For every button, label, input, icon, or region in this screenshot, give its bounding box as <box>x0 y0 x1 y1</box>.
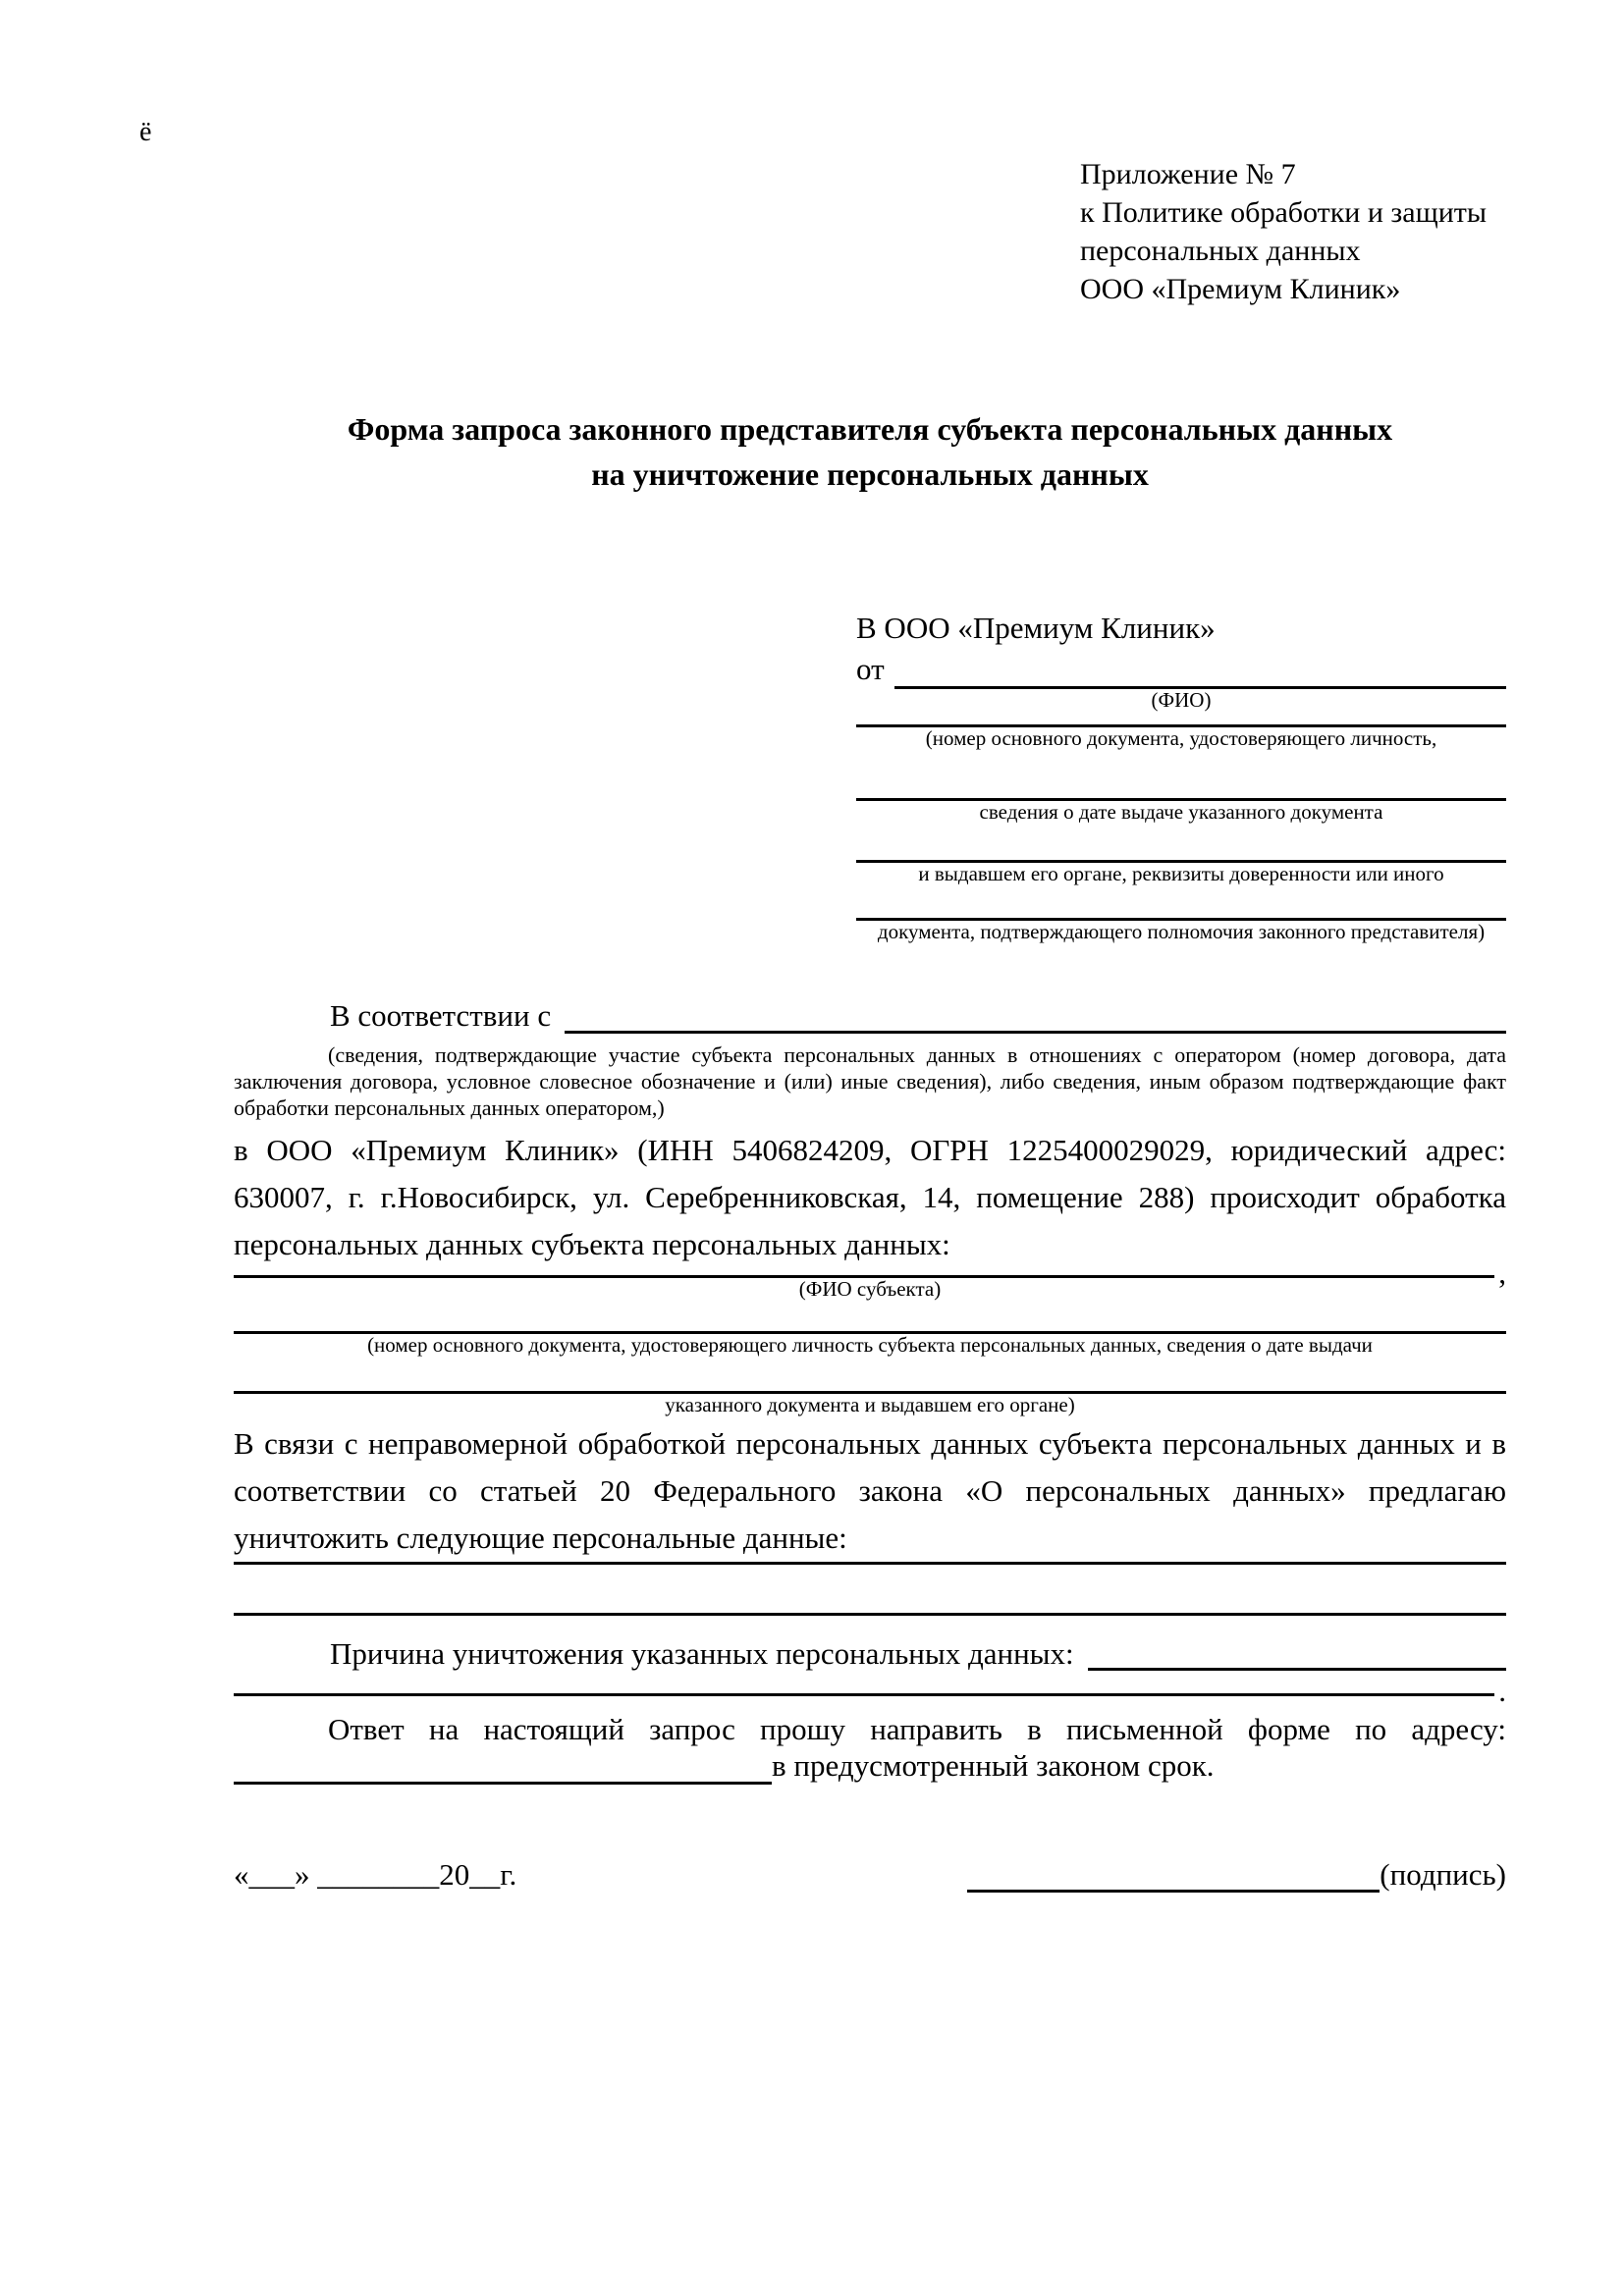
from-label: от <box>856 652 885 686</box>
reason-field-2 <box>234 1671 1494 1696</box>
from-row <box>856 650 1506 689</box>
date-blank: «___» ________20__г. <box>234 1857 517 1892</box>
response-tail: в предусмотренный законом срок. <box>772 1748 1215 1783</box>
signature-caption: (подпись) <box>1380 1857 1506 1892</box>
subject-doc-field-2 <box>234 1357 1506 1394</box>
reason-field-row <box>234 1671 1506 1708</box>
signature-field <box>967 1863 1380 1893</box>
reason-label: Причина уничтожения указанных персональных данных: <box>330 1636 1074 1671</box>
data-to-destroy-field-2 <box>234 1565 1506 1616</box>
fio-caption: (ФИО) <box>1151 688 1212 712</box>
response-address-field <box>234 1747 772 1785</box>
appendix-header <box>1080 0 1506 308</box>
appendix-header-line-2: к Политике обработки и защиты <box>1080 196 1488 229</box>
trailing-comma: , <box>1498 1255 1506 1290</box>
accordance-note: (сведения, подтверждающие участие субъекта персональных данных в отношениях с оператором (номер договора, дата заключения договора, условное словесное обозначение и (или) иные сведения), либо сведения, иным образом подтверждающие факт обработки персональных данных оператором,) <box>234 1042 1506 1120</box>
appendix-header-line-1: Приложение № 7 <box>1080 158 1296 190</box>
operator-paragraph: в ООО «Премиум Клиник» (ИНН 5406824209, ОГРН 1225400029029, юридический адрес: 630007, г. г.Новосибирск, ул. Серебренниковская, 14, помещение 288) происходит обработка персональных данных субъекта персональных данных: <box>234 1133 1506 1261</box>
stray-char: ё <box>139 117 152 147</box>
document-content <box>234 0 1506 1893</box>
recipient-line: В ООО «Премиум Клиник» <box>856 611 1216 645</box>
subject-doc-caption-2: указанного документа и выдавшем его органе) <box>665 1393 1075 1416</box>
accordance-field <box>565 998 1506 1034</box>
authority-doc-field <box>856 885 1506 921</box>
subject-doc-caption-1: (номер основного документа, удостоверяющего личность субъекта персональных данных, сведения о дате выдачи <box>367 1333 1373 1357</box>
response-line: Ответ на настоящий запрос прошу направить в письменной форме по адресу: <box>328 1712 1506 1746</box>
id-doc-caption-3: и выдавшем его органе, реквизиты доверенности или иного <box>918 862 1444 885</box>
document-title-line-2: на уничтожение персональных данных <box>591 456 1149 492</box>
demand-paragraph: В связи с неправомерной обработкой персональных данных субъекта персональных данных и в соответствии со статьей 20 Федерального закона «О персональных данных» предлагаю уничтожить следующие персональные данные: <box>234 1426 1506 1555</box>
subject-fio-caption: (ФИО субъекта) <box>798 1277 942 1301</box>
accordance-row <box>234 998 1506 1034</box>
subject-doc-field-1 <box>234 1301 1506 1334</box>
representative-name-field <box>894 650 1506 689</box>
appendix-header-line-4: ООО «Премиум Клиник» <box>1080 273 1401 305</box>
id-doc-caption-4: документа, подтверждающего полномочия законного представителя) <box>877 920 1486 943</box>
addressee-block <box>856 607 1506 943</box>
signature-row <box>234 1857 1506 1893</box>
document-title-line-1: Форма запроса законного представителя субъекта персональных данных <box>347 411 1393 447</box>
id-doc-caption-1: (номер основного документа, удостоверяющего личность, <box>925 726 1437 750</box>
accordance-label: В соответствии с <box>330 998 552 1033</box>
appendix-header-line-3: персональных данных <box>1080 235 1361 267</box>
id-doc-issuer-field <box>856 824 1506 863</box>
trailing-period: . <box>1498 1674 1506 1708</box>
id-doc-issue-date-field <box>856 750 1506 801</box>
id-doc-caption-2: сведения о дате выдаче указанного документа <box>979 800 1383 824</box>
reason-field <box>1088 1637 1506 1671</box>
reason-row <box>234 1637 1506 1671</box>
response-address-row <box>234 1747 1506 1785</box>
id-doc-number-field <box>856 712 1506 727</box>
document-title <box>234 406 1506 497</box>
